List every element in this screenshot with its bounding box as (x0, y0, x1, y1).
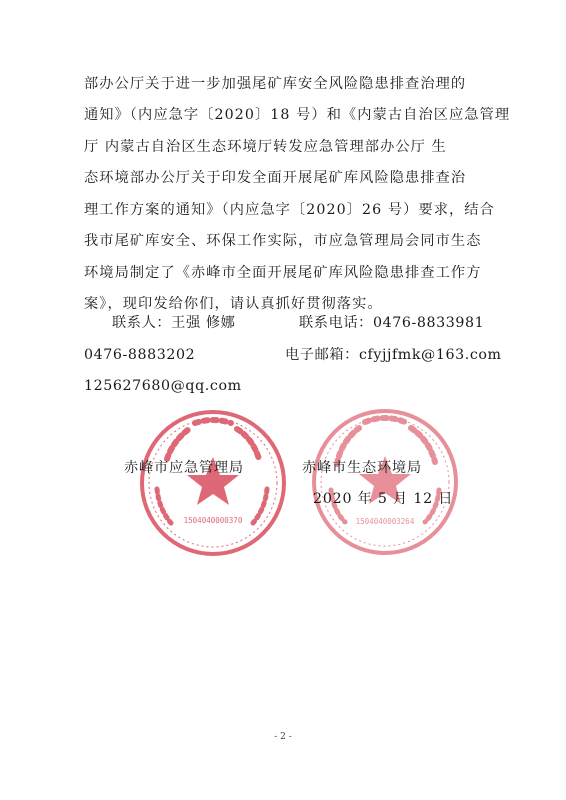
contact-email: 电子邮箱：cfyjjfmk@163.com (285, 347, 502, 363)
contact-person: 联系人：王强 修娜 (112, 315, 236, 331)
signature-org-emergency: 赤峰市应急管理局 (124, 460, 244, 476)
seal-code: 1504040000370 (183, 516, 243, 525)
page-number: - 2 - (274, 732, 292, 742)
official-seal-emergency-bureau (137, 407, 289, 559)
seal-code: 1504040003264 (355, 517, 415, 526)
official-seal-environment-bureau (309, 406, 461, 558)
signature-org-environment: 赤峰市生态环境局 (302, 460, 422, 476)
body-line: 我市尾矿库安全、环保工作实际，市应急管理局会同市生态 (84, 233, 482, 249)
body-line: 通知》（内应急字〔2020〕18 号）和《内蒙古自治区应急管理 (84, 107, 511, 123)
contact-email-2: 125627680@qq.com (84, 378, 242, 394)
body-line: 部办公厅关于进一步加强尾矿库安全风险隐患排查治理的 (84, 76, 467, 92)
body-line: 态环境部办公厅关于印发全面开展尾矿库风险隐患排查治 (84, 170, 467, 186)
contact-phone: 联系电话：0476-8833981 (299, 315, 485, 331)
body-line: 案》，现印发给你们，请认真抓好贯彻落实。 (84, 296, 383, 312)
body-line: 理工作方案的通知》（内应急字〔2020〕26 号）要求，结合 (84, 202, 495, 218)
signature-date: 2020 年 5 月 12 日 (313, 491, 454, 507)
contact-phone-2: 0476-8883202 (84, 347, 196, 363)
body-line: 厅 内蒙古自治区生态环境厅转发应急管理部办公厅 生 (84, 139, 447, 155)
body-line: 环境局制定了《赤峰市全面开展尾矿库风险隐患排查工作方 (84, 265, 482, 281)
